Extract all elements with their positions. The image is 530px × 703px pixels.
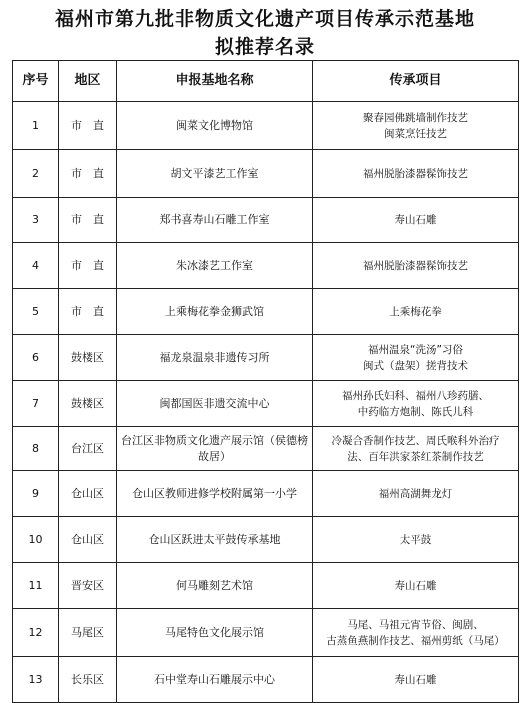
heritage-item-line: 闽式（盘架）搓背技术 <box>363 359 468 372</box>
cell-no: 7 <box>13 381 59 427</box>
cell-district: 台江区 <box>59 427 117 471</box>
heritage-item-line: 太平鼓 <box>399 533 432 546</box>
cell-district: 鼓楼区 <box>59 381 117 427</box>
heritage-item-line: 福州脱胎漆器髹饰技艺 <box>363 259 468 272</box>
cell-no: 11 <box>13 563 59 609</box>
cell-district: 晋安区 <box>59 563 117 609</box>
cell-base-name: 何马雕刻艺术馆 <box>117 563 313 609</box>
cell-heritage-item <box>313 150 519 198</box>
heritage-item-line: 福州高湖舞龙灯 <box>378 487 453 500</box>
cell-heritage-item <box>313 243 519 289</box>
cell-heritage-item <box>313 289 519 335</box>
header-heritage-item: 传承项目 <box>313 61 519 102</box>
table-row <box>13 102 519 150</box>
heritage-item-line: 闽菜烹饪技艺 <box>384 127 447 140</box>
table-row <box>13 289 519 335</box>
table-row <box>13 517 519 563</box>
heritage-item-line: 寿山石雕 <box>394 673 437 686</box>
cell-base-name: 马尾特色文化展示馆 <box>117 609 313 657</box>
heritage-item-line: 寿山石雕 <box>394 214 437 226</box>
cell-base-name: 郑书喜寿山石雕工作室 <box>117 198 313 243</box>
heritage-item-line: 聚春园佛跳墙制作技艺 <box>363 111 468 124</box>
header-district: 地区 <box>59 61 117 102</box>
cell-district: 长乐区 <box>59 657 117 703</box>
table-row <box>13 150 519 198</box>
table-row <box>13 563 519 609</box>
cell-district: 仓山区 <box>59 517 117 563</box>
table-row <box>13 381 519 427</box>
cell-base-name: 朱冰漆艺工作室 <box>117 243 313 289</box>
cell-heritage-item <box>313 102 519 150</box>
cell-base-name: 闽菜文化博物馆 <box>117 102 313 150</box>
cell-base-name: 石中堂寿山石雕展示中心 <box>117 657 313 703</box>
cell-no: 5 <box>13 289 59 335</box>
cell-base-name: 胡文平漆艺工作室 <box>117 150 313 198</box>
heritage-item-line: 法、百年洪家茶红茶制作技艺 <box>347 450 484 463</box>
cell-base-name: 上乘梅花拳金狮武馆 <box>117 289 313 335</box>
cell-district: 马尾区 <box>59 609 117 657</box>
cell-no: 2 <box>13 150 59 198</box>
cell-heritage-item <box>313 657 519 703</box>
table-row <box>13 657 519 703</box>
heritage-item-line: 福州孙氏妇科、福州八珍药膳、 <box>342 389 489 402</box>
heritage-item-line: 中药临方炮制、陈氏儿科 <box>357 405 474 418</box>
heritage-item-line: 寿山石雕 <box>394 579 437 592</box>
cell-district: 市 直 <box>59 102 117 150</box>
header-base-name: 申报基地名称 <box>117 61 313 102</box>
cell-no: 9 <box>13 471 59 517</box>
cell-no: 6 <box>13 335 59 381</box>
cell-heritage-item <box>313 609 519 657</box>
cell-district: 市 直 <box>59 289 117 335</box>
base-roster-table <box>12 60 519 703</box>
cell-district: 市 直 <box>59 198 117 243</box>
cell-district: 市 直 <box>59 150 117 198</box>
cell-heritage-item <box>313 517 519 563</box>
table-row <box>13 243 519 289</box>
table-row <box>13 427 519 471</box>
cell-district: 鼓楼区 <box>59 335 117 381</box>
cell-heritage-item <box>313 563 519 609</box>
cell-base-name: 仓山区教师进修学校附属第一小学 <box>117 471 313 517</box>
cell-no: 4 <box>13 243 59 289</box>
table-row <box>13 471 519 517</box>
cell-no: 13 <box>13 657 59 703</box>
heritage-item-line: 福州温泉“洗汤”习俗 <box>368 343 463 356</box>
cell-no: 8 <box>13 427 59 471</box>
cell-no: 10 <box>13 517 59 563</box>
cell-heritage-item <box>313 381 519 427</box>
cell-base-name: 仓山区跃进太平鼓传承基地 <box>117 517 313 563</box>
heritage-item-line: 上乘梅花拳 <box>389 305 442 318</box>
document-title: 福州市第九批非物质文化遗产项目传承示范基地 <box>54 8 475 30</box>
cell-base-name: 福龙泉温泉非遗传习所 <box>117 335 313 381</box>
table-row <box>13 609 519 657</box>
cell-no: 3 <box>13 198 59 243</box>
cell-heritage-item <box>313 427 519 471</box>
cell-base-name: 台江区非物质文化遗产展示馆（侯德榜故居） <box>117 427 313 471</box>
header-no: 序号 <box>13 61 59 102</box>
cell-no: 12 <box>13 609 59 657</box>
table-row <box>13 335 519 381</box>
cell-heritage-item <box>313 198 519 243</box>
table-header-row <box>13 61 519 102</box>
heritage-item-line: 古蒸鱼燕制作技艺、福州剪纸（马尾） <box>326 634 505 647</box>
cell-district: 市 直 <box>59 243 117 289</box>
cell-heritage-item <box>313 471 519 517</box>
cell-heritage-item <box>313 335 519 381</box>
cell-no: 1 <box>13 102 59 150</box>
heritage-item-line: 福州脱胎漆器髹饰技艺 <box>363 167 468 180</box>
heritage-item-line: 冷凝合香制作技艺、周氏喉科外治疗 <box>331 434 500 447</box>
heritage-item-line: 马尾、马祖元宵节俗、闽剧、 <box>347 618 484 631</box>
table-row <box>13 198 519 243</box>
cell-district: 仓山区 <box>59 471 117 517</box>
cell-base-name: 闽都国医非遗交流中心 <box>117 381 313 427</box>
document-subtitle: 拟推荐名录 <box>214 36 315 58</box>
